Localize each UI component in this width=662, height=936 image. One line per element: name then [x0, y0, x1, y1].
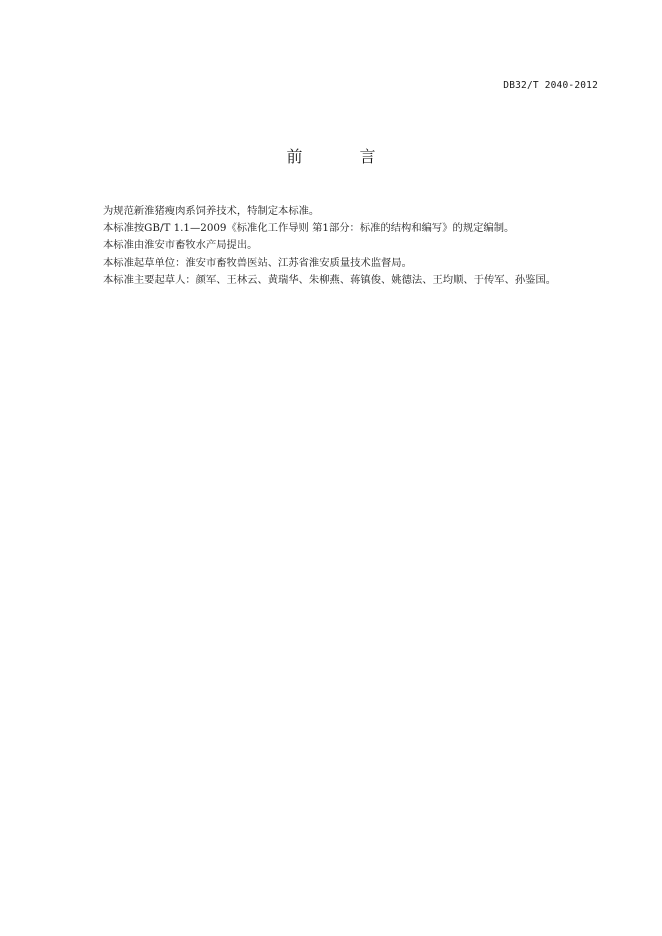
- paragraph-purpose: 为规范新淮猪瘦肉系饲养技术，特制定本标准。: [103, 205, 320, 217]
- section-title: 前 言: [286, 147, 402, 166]
- paragraph-drafting-rules: 本标准按GB/T 1.1—2009《标准化工作导则 第1部分：标准的结构和编写》的规定编制。: [103, 222, 515, 235]
- foreword-body: [103, 203, 623, 289]
- paragraph-drafters: 本标准主要起草人：颜军、王林云、黄瑞华、朱柳燕、蒋镇俊、姚德法、王均顺、于传军、孙鉴国。: [103, 273, 557, 286]
- paragraph-proposer: 本标准由淮安市畜牧水产局提出。: [103, 239, 258, 252]
- paragraph-drafting-units: 本标准起草单位：淮安市畜牧兽医站、江苏省淮安质量技术监督局。: [103, 256, 412, 269]
- standard-number: DB32/T 2040-2012: [503, 80, 598, 91]
